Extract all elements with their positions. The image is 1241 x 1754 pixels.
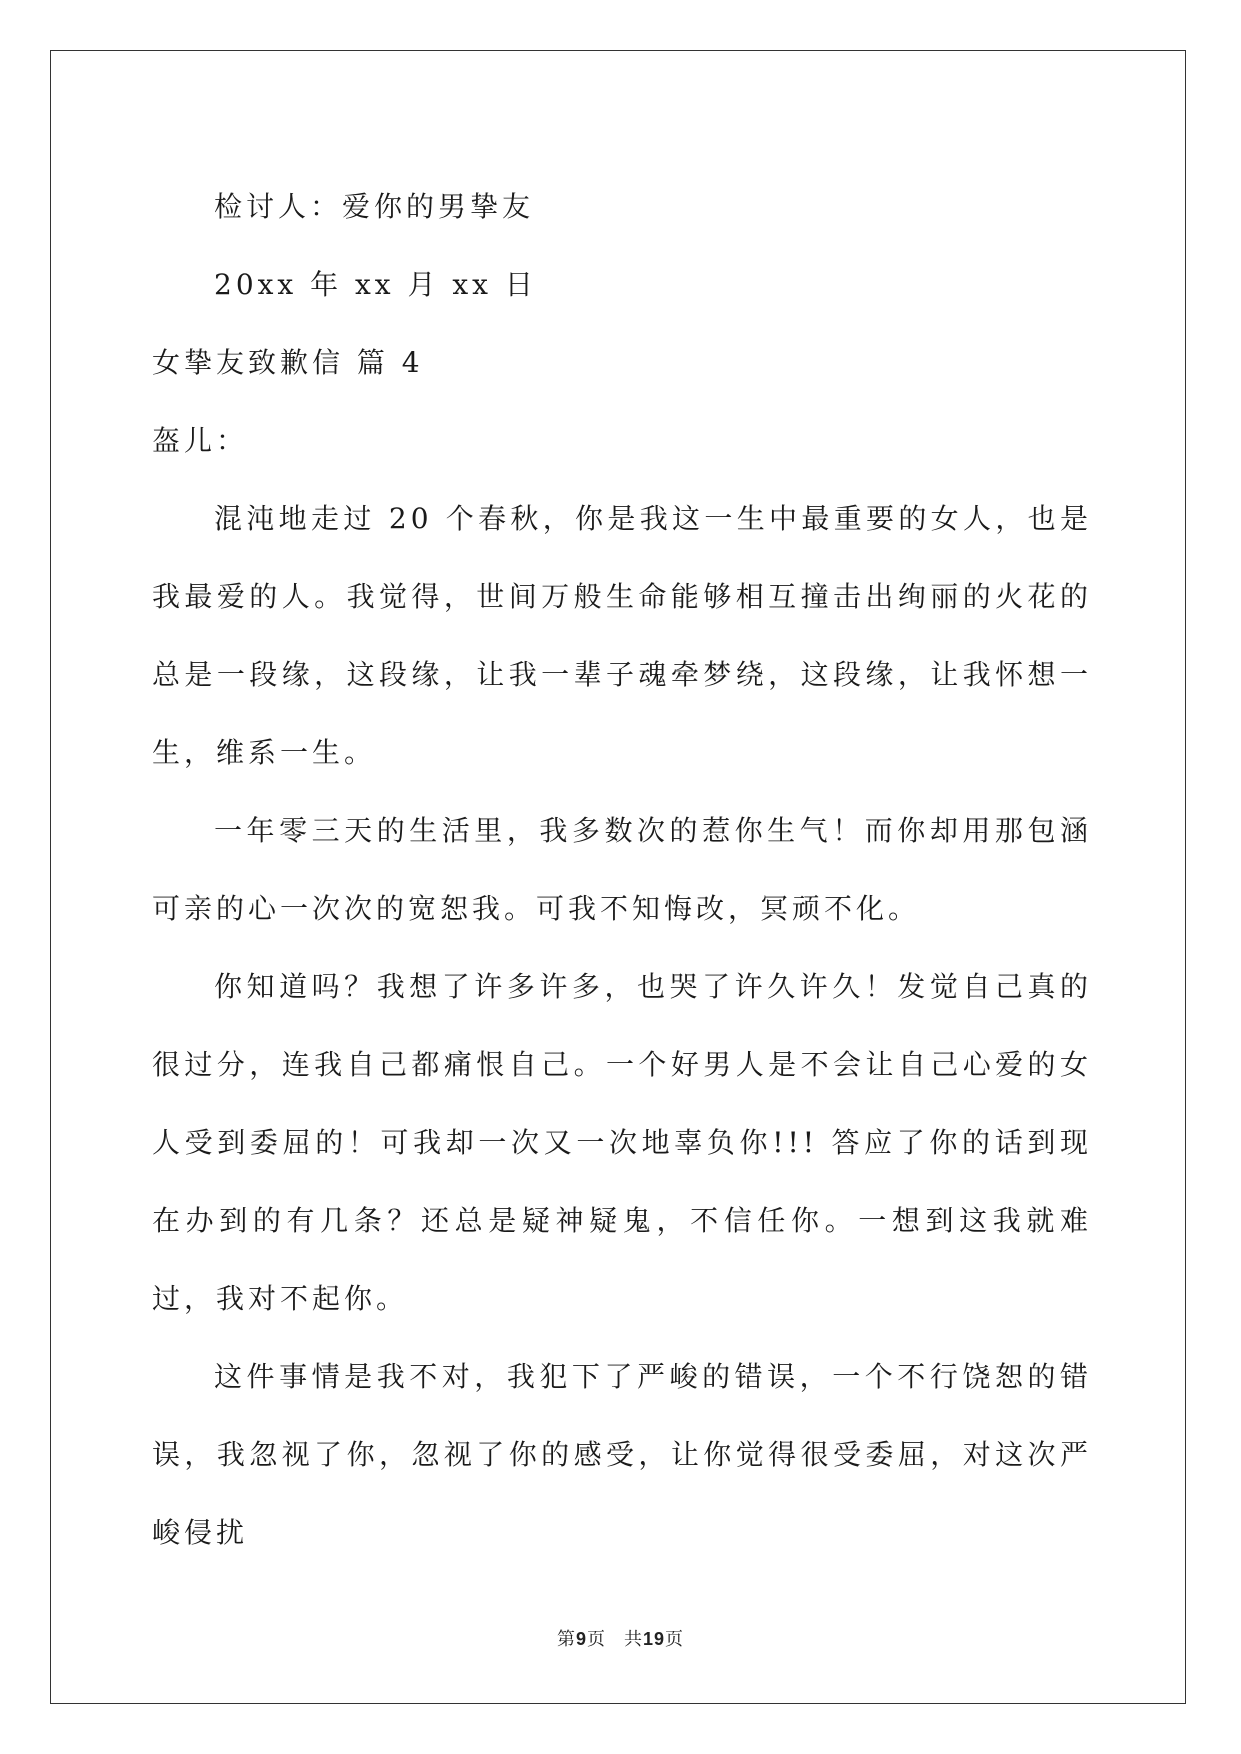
page-number: 9	[575, 1629, 587, 1649]
document-body	[152, 168, 1092, 1572]
paragraph: 一年零三天的生活里，我多数次的惹你生气！而你却用那包涵可亲的心一次次的宽恕我。可我不知悔改，冥顽不化。	[152, 814, 1092, 925]
paragraph: 你知道吗？我想了许多许多，也哭了许久许久！发觉自己真的很过分，连我自己都痛恨自己。一个好男人是不会让自己心爱的女人受到委屈的！可我却一次又一次地辜负你!!! 答应了你的话到现在办到的有几条？还总是疑神疑鬼，不信任你。一想到这我就难过，我对不起你。	[152, 970, 1092, 1315]
paragraph: 这件事情是我不对，我犯下了严峻的错误，一个不行饶恕的错误，我忽视了你，忽视了你的感受，让你觉得很受委屈，对这次严峻侵扰	[152, 1360, 1092, 1549]
total-prefix: 共	[623, 1629, 643, 1650]
page-suffix: 页	[586, 1629, 606, 1650]
total-pages: 19	[642, 1629, 666, 1649]
total-suffix: 页	[665, 1629, 685, 1650]
section-title: 女挚友致歉信 篇 4	[152, 346, 424, 379]
page-prefix: 第	[556, 1629, 576, 1650]
signature-line: 检讨人：爱你的男挚友	[214, 190, 535, 223]
page-footer	[0, 1625, 1241, 1651]
salutation: 盔儿：	[152, 424, 249, 457]
date-line: 20xx 年 xx 月 xx 日	[214, 268, 537, 301]
paragraph: 混沌地走过 20 个春秋，你是我这一生中最重要的女人，也是我最爱的人。我觉得，世间万般生命能够相互撞击出绚丽的火花的总是一段缘，这段缘，让我一辈子魂牵梦绕，这段缘，让我怀想一生，维系一生。	[152, 502, 1092, 769]
